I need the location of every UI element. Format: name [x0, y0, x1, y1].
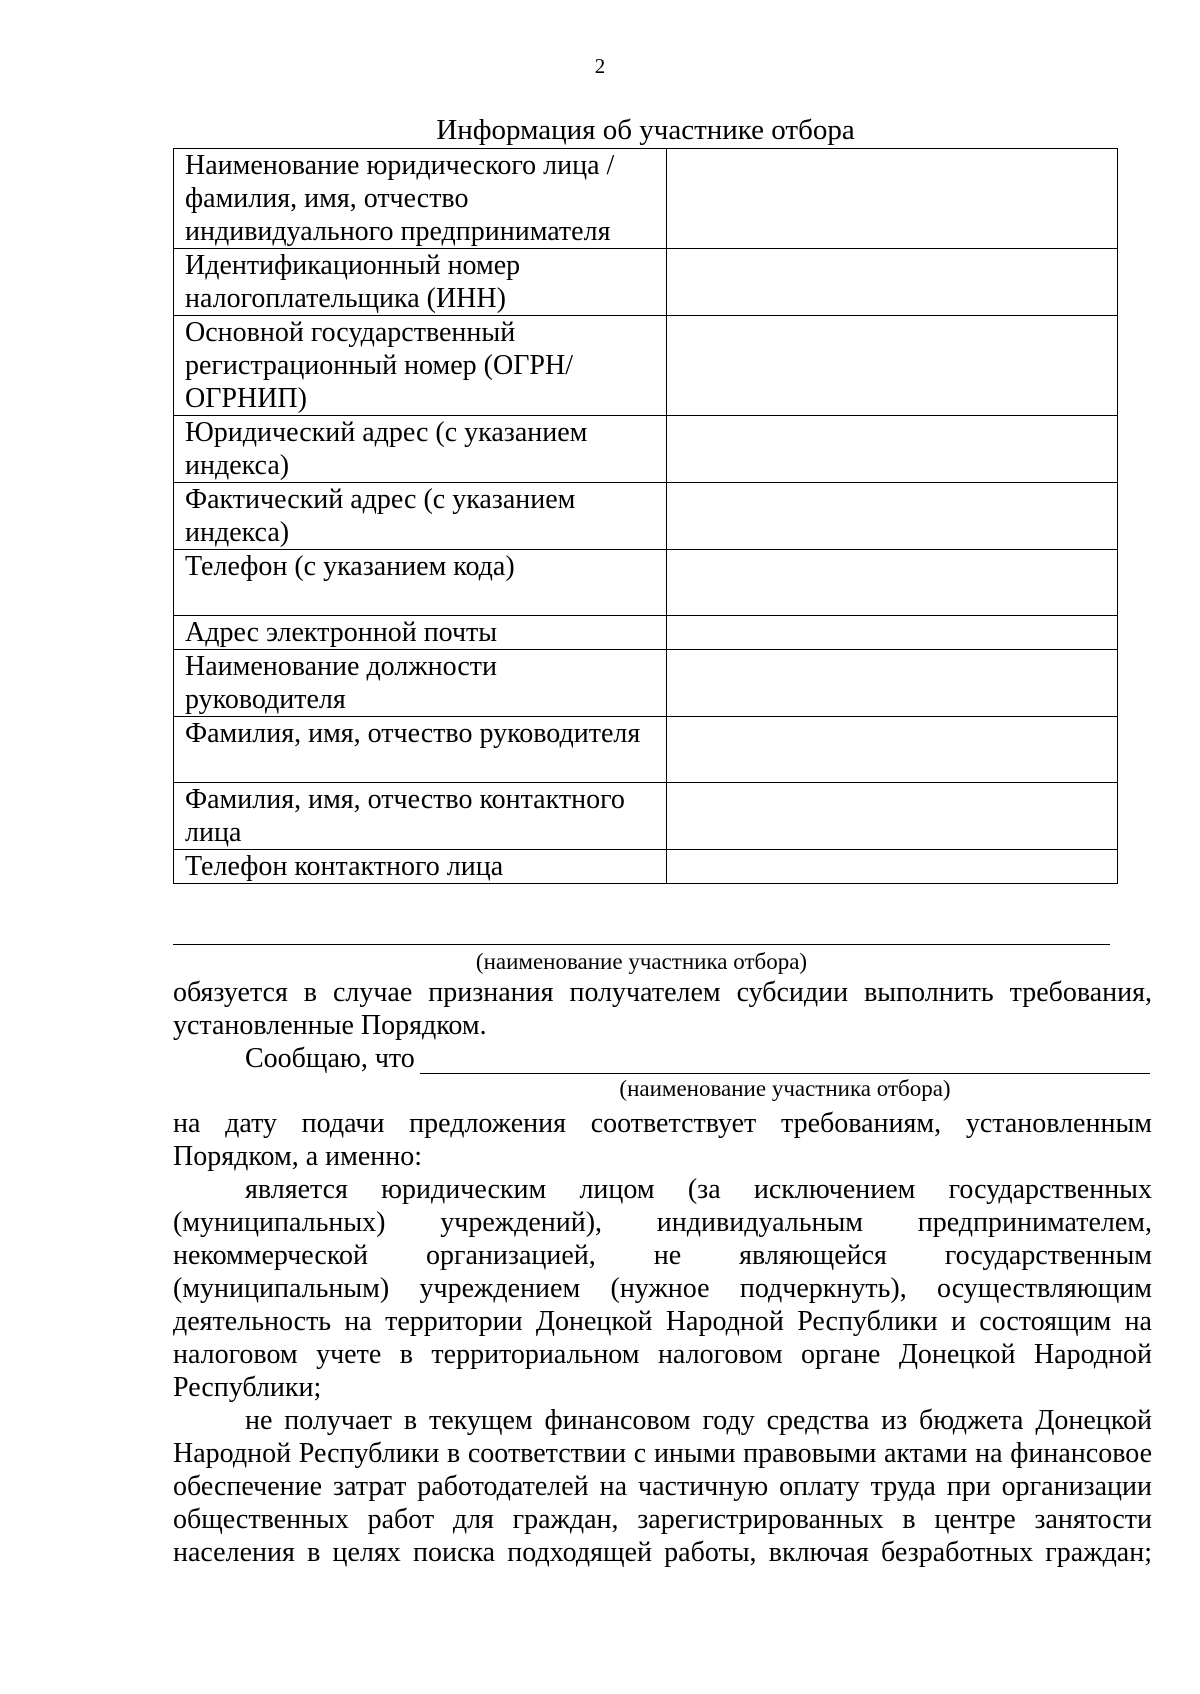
- row-label: Идентификационный номер налогоплательщика (ИНН): [174, 249, 667, 316]
- row-value-field[interactable]: [667, 149, 1118, 249]
- table-row: [174, 850, 1118, 884]
- row-label: Фактический адрес (с указанием индекса): [174, 483, 667, 550]
- table-row: [174, 316, 1118, 416]
- clause-no-funding: не получает в текущем финансовом году средства из бюджета Донецкой Народной Республики в соответствии с иными правовыми актами на финансовое обеспечение затрат работодателей на частичную оплату труда при организации общественных работ для граждан, зарегистрированных в центре занятости населения в целях поиска подходящей работы, включая безработных граждан;: [173, 1405, 1152, 1568]
- table-row: [174, 149, 1118, 249]
- row-value-field[interactable]: [667, 550, 1118, 616]
- form-title: Информация об участнике отбора: [436, 114, 855, 146]
- table-row: [174, 650, 1118, 717]
- row-value-field[interactable]: [667, 717, 1118, 783]
- participant-name-caption-2: (наименование участника отбора): [619, 1076, 951, 1101]
- row-value-field[interactable]: [667, 850, 1118, 884]
- row-value-field[interactable]: [667, 249, 1118, 316]
- row-value-field[interactable]: [667, 616, 1118, 650]
- row-value-field[interactable]: [667, 316, 1118, 416]
- participant-name-blank-line-2[interactable]: [420, 1073, 1150, 1074]
- row-value-field[interactable]: [667, 483, 1118, 550]
- row-label: Фамилия, имя, отчество руководителя: [174, 717, 667, 783]
- table-row: [174, 483, 1118, 550]
- table-row: [174, 550, 1118, 616]
- row-label: Юридический адрес (с указанием индекса): [174, 416, 667, 483]
- row-label: Телефон контактного лица: [174, 850, 667, 884]
- row-label: Основной государственный регистрационный номер (ОГРН/ОГРНИП): [174, 316, 667, 416]
- row-value-field[interactable]: [667, 783, 1118, 850]
- participant-name-blank-line[interactable]: [173, 944, 1110, 945]
- table-row: [174, 249, 1118, 316]
- row-label: Наименование должности руководителя: [174, 650, 667, 717]
- table-row: [174, 616, 1118, 650]
- participant-name-caption: (наименование участника отбора): [475, 949, 808, 974]
- row-value-field[interactable]: [667, 416, 1118, 483]
- row-label: Адрес электронной почты: [174, 616, 667, 650]
- row-label: Телефон (с указанием кода): [174, 550, 667, 616]
- table-row: [174, 783, 1118, 850]
- page-number: 2: [594, 54, 606, 78]
- row-value-field[interactable]: [667, 650, 1118, 717]
- obligation-paragraph: обязуется в случае признания получателем субсидии выполнить требования, установленные Порядком.: [173, 977, 1152, 1041]
- participant-info-table: [173, 148, 1118, 884]
- row-label: Наименование юридического лица / фамилия, имя, отчество индивидуального предпринимателя: [174, 149, 667, 249]
- row-label: Фамилия, имя, отчество контактного лица: [174, 783, 667, 850]
- inform-lead-text: Сообщаю, что: [245, 1043, 415, 1074]
- compliance-paragraph: на дату подачи предложения соответствует требованиям, установленным Порядком, а именно:: [173, 1108, 1152, 1172]
- table-row: [174, 717, 1118, 783]
- table-row: [174, 416, 1118, 483]
- clause-legal-entity: является юридическим лицом (за исключением государственных (муниципальных) учреждений), индивидуальным предпринимателем, некоммерческой организацией, не являющейся государственным (муниципальным) учреждением (нужное подчеркнуть), осуществляющим деятельность на территории Донецкой Народной Республики и состоящим на налоговом учете в территориальном налоговом органе Донецкой Народной Республики;: [173, 1174, 1152, 1403]
